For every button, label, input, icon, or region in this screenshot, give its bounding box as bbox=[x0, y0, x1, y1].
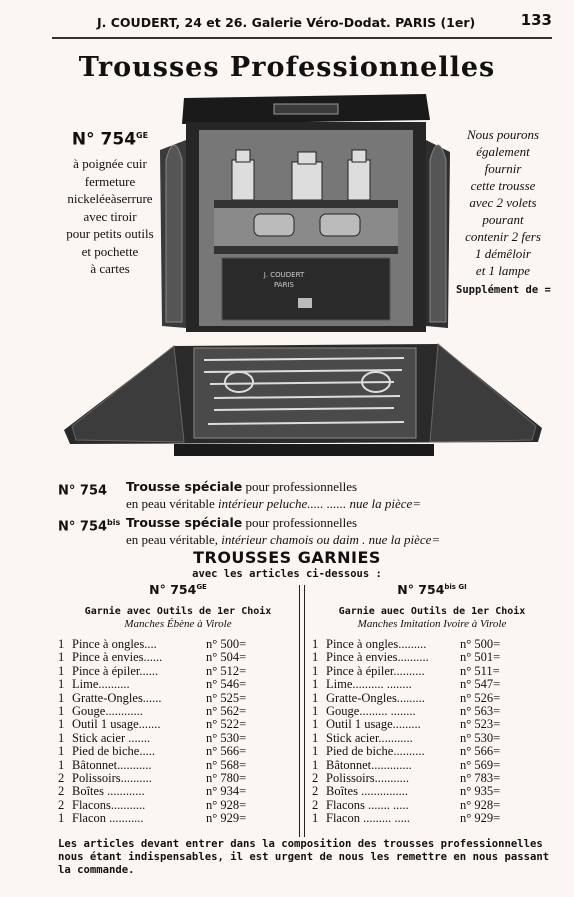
article-row bbox=[58, 651, 298, 664]
article-row bbox=[58, 772, 298, 785]
article-name: Outil 1 usage......... bbox=[326, 717, 421, 732]
product-item bbox=[58, 514, 558, 550]
product-line-1 bbox=[126, 478, 357, 496]
supplement-line: Supplément de = bbox=[456, 284, 551, 296]
article-row bbox=[58, 705, 298, 718]
article-quantity: 1 bbox=[312, 717, 319, 732]
article-name: Flacons ....... ..... bbox=[326, 797, 409, 812]
article-name: Bâtonnet............. bbox=[326, 757, 412, 772]
left-column-manches: Manches Ébène à Virole bbox=[124, 618, 232, 630]
article-name: Pince à envies...... bbox=[72, 650, 163, 665]
column-number-text: N° 754 bbox=[149, 582, 197, 597]
article-quantity: 1 bbox=[58, 757, 65, 772]
case-label-top: J. COUDERT bbox=[263, 271, 305, 279]
article-name: Stick acier........... bbox=[326, 730, 413, 745]
article-row bbox=[312, 718, 552, 731]
article-name: Gouge............ bbox=[72, 703, 143, 718]
product-number bbox=[58, 514, 120, 536]
article-row bbox=[312, 745, 552, 758]
article-name: Gratte-Ongles......... bbox=[326, 690, 425, 705]
article-code: n° 928= bbox=[460, 797, 501, 812]
article-quantity: 1 bbox=[312, 650, 319, 665]
article-code: n° 547= bbox=[460, 677, 501, 692]
product-line-2-plain: en peau véritable, bbox=[126, 532, 219, 547]
article-row bbox=[312, 785, 552, 798]
product-number-suffix: bis bbox=[107, 518, 121, 527]
product-line-1-rest: pour professionnelles bbox=[245, 515, 358, 530]
article-name: Lime.......... bbox=[72, 677, 130, 692]
right-column-number bbox=[312, 582, 552, 604]
page-number: 133 bbox=[520, 11, 552, 29]
left-column-garnie: Garnie avec Outils de 1er Choix bbox=[84, 606, 272, 617]
product-number bbox=[58, 478, 107, 500]
article-row bbox=[312, 799, 552, 812]
product-number-text: N° 754 bbox=[58, 519, 108, 535]
article-row bbox=[58, 785, 298, 798]
right-column-manches: Manches Imitation Ivoire à Virole bbox=[357, 618, 507, 630]
article-quantity: 2 bbox=[312, 770, 319, 785]
article-quantity: 1 bbox=[312, 757, 319, 772]
article-name: Pince à épiler.......... bbox=[326, 663, 425, 678]
article-row bbox=[312, 772, 552, 785]
article-quantity: 1 bbox=[58, 637, 65, 651]
desc-line: fermeture bbox=[84, 173, 136, 189]
article-name: Pince à envies.......... bbox=[326, 650, 429, 665]
desc-line: 1 démêloir bbox=[475, 246, 531, 261]
header-rule bbox=[52, 37, 552, 39]
article-quantity: 1 bbox=[58, 677, 65, 692]
article-row bbox=[58, 678, 298, 691]
left-column bbox=[58, 582, 298, 825]
article-row bbox=[312, 705, 552, 718]
article-row bbox=[312, 665, 552, 678]
product-line-1 bbox=[126, 514, 357, 532]
article-code: n° 500= bbox=[460, 637, 501, 651]
article-quantity: 2 bbox=[58, 770, 65, 785]
left-article-list bbox=[58, 638, 298, 825]
article-code: n° 929= bbox=[460, 811, 501, 826]
article-code: n° 568= bbox=[206, 757, 247, 772]
article-quantity: 1 bbox=[58, 744, 65, 759]
article-quantity: 2 bbox=[312, 784, 319, 799]
article-quantity: 1 bbox=[312, 677, 319, 692]
product-name: Trousse spéciale bbox=[126, 515, 243, 530]
desc-line: et 1 lampe bbox=[475, 263, 531, 278]
product-item bbox=[58, 478, 558, 514]
article-row bbox=[312, 651, 552, 664]
desc-line: à cartes bbox=[90, 261, 130, 277]
article-row bbox=[58, 799, 298, 812]
right-column-garnie: Garnie auec Outils de 1er Choix bbox=[338, 606, 526, 617]
article-code: n° 522= bbox=[206, 717, 247, 732]
page-title: Trousses Professionnelles bbox=[78, 52, 496, 83]
article-quantity: 1 bbox=[312, 744, 319, 759]
article-code: n° 780= bbox=[206, 770, 247, 785]
article-row bbox=[58, 638, 298, 651]
article-name: Gratte-Ongles...... bbox=[72, 690, 162, 705]
article-code: n° 563= bbox=[460, 703, 501, 718]
right-article-list bbox=[312, 638, 552, 825]
footer-note: Les articles devant entrer dans la composition des trousses professionnelles nous étant indispensables, il est urgent de nous les remettre en nous passant la commande. bbox=[58, 838, 550, 876]
product-number-text: N° 754 bbox=[58, 483, 108, 499]
article-name: Pince à ongles.... bbox=[72, 637, 157, 651]
article-name: Bâtonnet........... bbox=[72, 757, 152, 772]
article-row bbox=[58, 692, 298, 705]
article-row bbox=[312, 692, 552, 705]
article-code: n° 504= bbox=[206, 650, 247, 665]
article-quantity: 1 bbox=[58, 663, 65, 678]
article-code: n° 512= bbox=[206, 663, 247, 678]
desc-line: fournir bbox=[484, 161, 522, 176]
article-name: Pince à épiler...... bbox=[72, 663, 159, 678]
article-code: n° 928= bbox=[206, 797, 247, 812]
product-line-2 bbox=[126, 531, 440, 549]
article-row bbox=[58, 732, 298, 745]
left-number-suffix: GE bbox=[136, 131, 149, 140]
desc-line: cette trousse bbox=[470, 178, 536, 193]
article-quantity: 1 bbox=[312, 703, 319, 718]
article-row bbox=[58, 745, 298, 758]
article-name: Stick acier ....... bbox=[72, 730, 151, 745]
article-quantity: 1 bbox=[58, 650, 65, 665]
article-name: Flacon ......... ..... bbox=[326, 811, 411, 826]
desc-line: avec 2 volets bbox=[469, 195, 537, 210]
garnies-title: TROUSSES GARNIES bbox=[193, 548, 381, 567]
article-name: Pied de biche.......... bbox=[326, 744, 425, 759]
article-row bbox=[312, 732, 552, 745]
article-code: n° 546= bbox=[206, 677, 247, 692]
left-column-number bbox=[58, 582, 298, 604]
article-quantity: 1 bbox=[58, 717, 65, 732]
desc-line: pourant bbox=[482, 212, 524, 227]
article-quantity: 2 bbox=[58, 797, 65, 812]
product-line-2-italic: intérieur chamois ou daim . nue la pièce= bbox=[221, 532, 441, 547]
article-name: Outil 1 usage....... bbox=[72, 717, 161, 732]
column-number-text: N° 754 bbox=[397, 582, 445, 597]
article-code: n° 526= bbox=[460, 690, 501, 705]
article-code: n° 569= bbox=[460, 757, 501, 772]
column-divider bbox=[299, 585, 305, 837]
article-code: n° 783= bbox=[460, 770, 501, 785]
article-code: n° 525= bbox=[206, 690, 247, 705]
article-quantity: 1 bbox=[312, 637, 319, 651]
article-row bbox=[58, 812, 298, 825]
article-quantity: 2 bbox=[58, 784, 65, 799]
article-quantity: 1 bbox=[312, 730, 319, 745]
article-row bbox=[312, 638, 552, 651]
garnies-subtitle: avec les articles ci-dessous : bbox=[192, 568, 382, 580]
article-name: Polissoirs........... bbox=[326, 770, 410, 785]
article-code: n° 929= bbox=[206, 811, 247, 826]
article-row bbox=[312, 678, 552, 691]
product-line-2-plain: en peau véritable bbox=[126, 496, 215, 511]
article-code: n° 566= bbox=[460, 744, 501, 759]
article-code: n° 934= bbox=[206, 784, 247, 799]
article-name: Gouge......... ........ bbox=[326, 703, 416, 718]
desc-line: à poignée cuir bbox=[73, 156, 147, 172]
product-line-1-rest: pour professionnelles bbox=[245, 479, 358, 494]
case-label-bottom: PARIS bbox=[274, 281, 294, 289]
article-quantity: 1 bbox=[58, 730, 65, 745]
article-quantity: 1 bbox=[58, 690, 65, 705]
desc-line: et pochette bbox=[81, 243, 139, 259]
article-quantity: 1 bbox=[58, 811, 65, 826]
left-number-text: N° 754 bbox=[71, 129, 137, 150]
article-quantity: 1 bbox=[312, 811, 319, 826]
article-code: n° 530= bbox=[460, 730, 501, 745]
desc-line: pour petits outils bbox=[66, 226, 154, 242]
article-name: Pied de biche..... bbox=[72, 744, 155, 759]
right-description bbox=[444, 126, 562, 299]
product-name: Trousse spéciale bbox=[126, 479, 243, 494]
article-row bbox=[58, 665, 298, 678]
product-line-2 bbox=[126, 495, 421, 513]
article-code: n° 935= bbox=[460, 784, 501, 799]
left-description-number bbox=[40, 127, 180, 149]
article-name: Flacons........... bbox=[72, 797, 146, 812]
desc-line: contenir 2 fers bbox=[465, 229, 541, 244]
article-code: n° 523= bbox=[460, 717, 501, 732]
header-address: J. COUDERT, 24 et 26. Galerie Véro-Dodat. PARIS (1er) bbox=[97, 15, 476, 30]
article-code: n° 566= bbox=[206, 744, 247, 759]
column-number-suffix: GE bbox=[196, 582, 207, 591]
page-header bbox=[52, 10, 552, 34]
right-column bbox=[312, 582, 552, 825]
desc-line: nickeléeàserrure bbox=[67, 191, 153, 207]
article-name: Lime.......... ........ bbox=[326, 677, 412, 692]
product-list bbox=[58, 478, 558, 550]
article-name: Pince à ongles......... bbox=[326, 637, 427, 651]
article-code: n° 562= bbox=[206, 703, 247, 718]
article-quantity: 1 bbox=[312, 663, 319, 678]
desc-line: Nous pourons bbox=[466, 127, 540, 142]
article-code: n° 500= bbox=[206, 637, 247, 651]
article-quantity: 2 bbox=[312, 797, 319, 812]
article-name: Boîtes ............... bbox=[326, 784, 408, 799]
article-code: n° 501= bbox=[460, 650, 501, 665]
article-row bbox=[58, 718, 298, 731]
article-row bbox=[58, 759, 298, 772]
desc-line: avec tiroir bbox=[83, 208, 137, 224]
article-name: Boîtes ............ bbox=[72, 784, 145, 799]
article-quantity: 1 bbox=[58, 703, 65, 718]
article-name: Flacon ........... bbox=[72, 811, 144, 826]
left-description bbox=[40, 127, 180, 278]
article-name: Polissoirs.......... bbox=[72, 770, 152, 785]
article-quantity: 1 bbox=[312, 690, 319, 705]
desc-line: également bbox=[476, 144, 530, 159]
product-line-2-italic: intérieur peluche..... ...... nue la pièce= bbox=[218, 496, 422, 511]
article-row bbox=[312, 759, 552, 772]
article-code: n° 530= bbox=[206, 730, 247, 745]
article-code: n° 511= bbox=[460, 663, 500, 678]
article-row bbox=[312, 812, 552, 825]
column-number-suffix: bis GI bbox=[444, 582, 467, 591]
